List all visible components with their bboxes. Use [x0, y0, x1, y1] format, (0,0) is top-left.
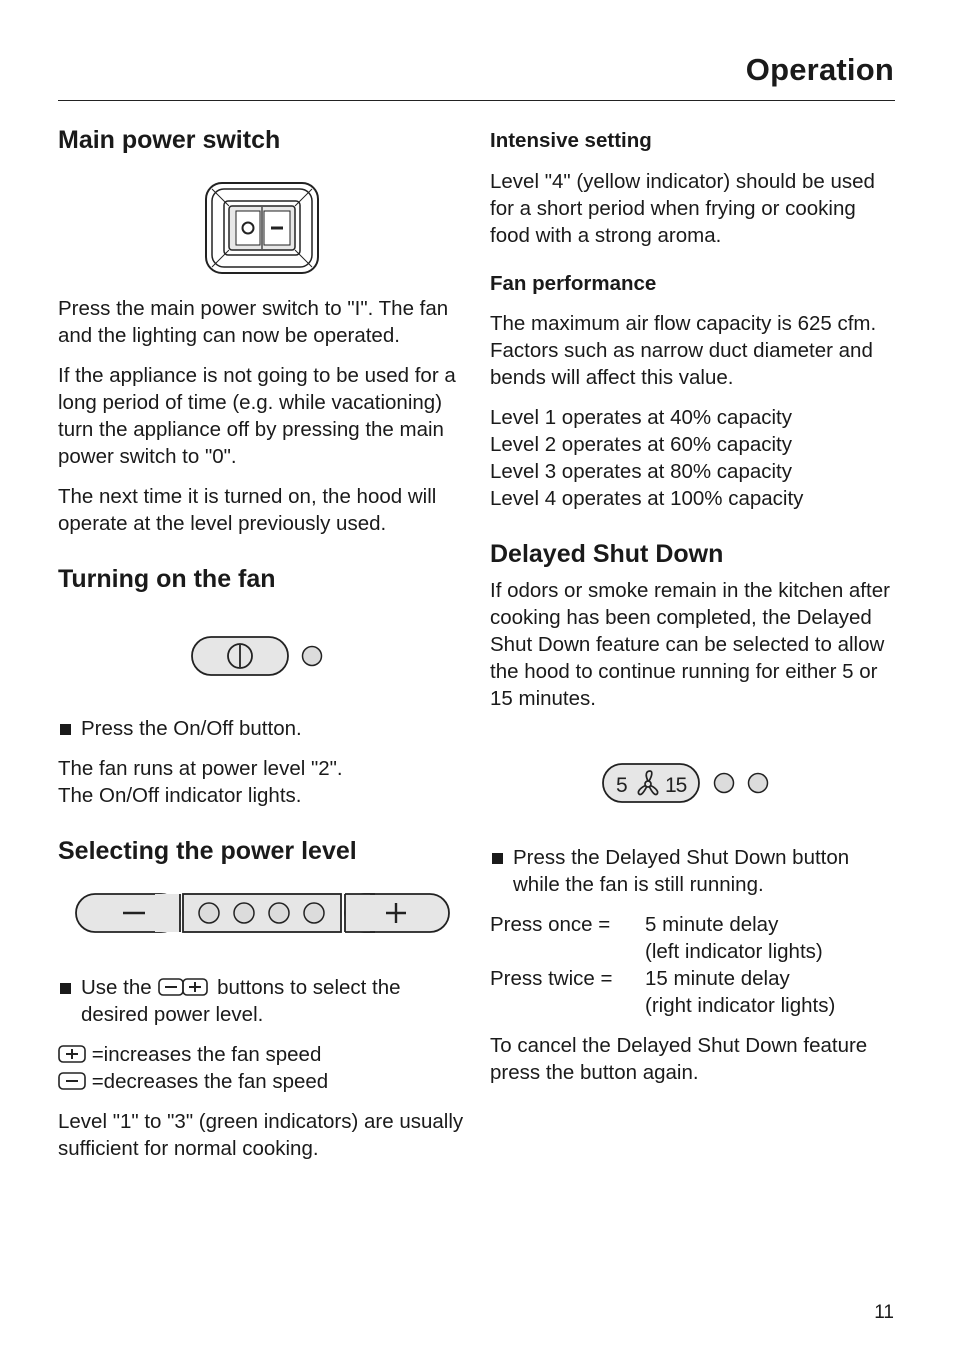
delay-15-label: 15 [665, 773, 687, 797]
power-level-heading: Selecting the power level [58, 837, 357, 865]
left-column [58, 124, 468, 1162]
fan-performance-text: The maximum air flow capacity is 625 cfm. Factors such as narrow duct diameter and bends will affect this value. [490, 312, 877, 390]
power-level-bar-icon [75, 892, 451, 936]
fan-level-line: The fan runs at power level "2". [58, 757, 343, 780]
cancel-text: To cancel the Delayed Shut Down feature press the button again. [490, 1033, 868, 1084]
delayed-shutdown-illustration [602, 762, 890, 806]
press-twice-value: 15 minute delay (right indicator lights) [645, 966, 836, 1017]
press-twice-label: Press twice = [490, 966, 613, 990]
turning-on-bullet: Press the On/Off button. [58, 715, 468, 742]
page-title: Operation [745, 52, 894, 87]
header-divider [58, 100, 895, 101]
main-power-paragraph-1: Press the main power switch to "I". The fan and the lighting can now be operated. [58, 296, 449, 347]
green-levels-note: Level "1" to "3" (green indicators) are usually sufficient for normal cooking. [58, 1109, 464, 1160]
on-off-button-icon [190, 635, 326, 679]
press-table [490, 911, 890, 1019]
main-power-paragraph-3: The next time it is turned on, the hood will operate at the level previously used. [58, 484, 437, 535]
power-level-bullet: Use the buttons to select the desired power level. [58, 974, 468, 1028]
capacity-level-2: Level 2 operates at 60% capacity [490, 433, 792, 457]
rocker-switch-icon [204, 181, 320, 275]
capacity-list [490, 404, 890, 512]
capacity-level-1: Level 1 operates at 40% capacity [490, 406, 792, 430]
minus-plus-keys-icon [157, 978, 211, 996]
turning-on-heading: Turning on the fan [58, 564, 276, 593]
delay-5-label: 5 [616, 773, 628, 797]
press-once-label: Press once = [490, 912, 611, 936]
on-off-button-illustration [190, 635, 468, 679]
main-power-switch-illustration [204, 181, 320, 275]
intensive-heading: Intensive setting [490, 129, 652, 152]
indicator-line: The On/Off indicator lights. [58, 784, 302, 807]
capacity-level-4: Level 4 operates at 100% capacity [490, 487, 804, 511]
press-once-row [490, 911, 890, 965]
minus-key-icon [58, 1072, 86, 1090]
fan-performance-heading: Fan performance [490, 271, 657, 295]
decrease-line: =decreases the fan speed [58, 1068, 468, 1095]
press-twice-row [490, 965, 890, 1019]
delayed-shutdown-heading: Delayed Shut Down [490, 540, 724, 569]
power-level-control-illustration [75, 892, 468, 936]
capacity-level-3: Level 3 operates at 80% capacity [490, 460, 792, 484]
press-once-value: 5 minute delay (left indicator lights) [645, 912, 823, 963]
increase-line: =increases the fan speed [58, 1041, 468, 1068]
right-column [490, 128, 890, 1086]
main-power-paragraph-2: If the appliance is not going to be used for a long period of time (e.g. while vacationing) turn the appliance off by pressing the main power switch to "0". [58, 363, 456, 468]
plus-key-icon [58, 1045, 86, 1063]
delayed-shutdown-bullet: Press the Delayed Shut Down button while the fan is still running. [490, 844, 890, 898]
delayed-shutdown-button-icon [602, 762, 772, 806]
main-power-heading: Main power switch [58, 126, 281, 154]
page-number: 11 [874, 1302, 894, 1323]
intensive-text: Level "4" (yellow indicator) should be used for a short period when frying or cooking food with a strong aroma. [490, 169, 875, 247]
delayed-shutdown-text: If odors or smoke remain in the kitchen after cooking has been completed, the Delayed Shut Down feature can be selected to allow the hood to continue running for either 5 or 15 minutes. [490, 578, 890, 710]
